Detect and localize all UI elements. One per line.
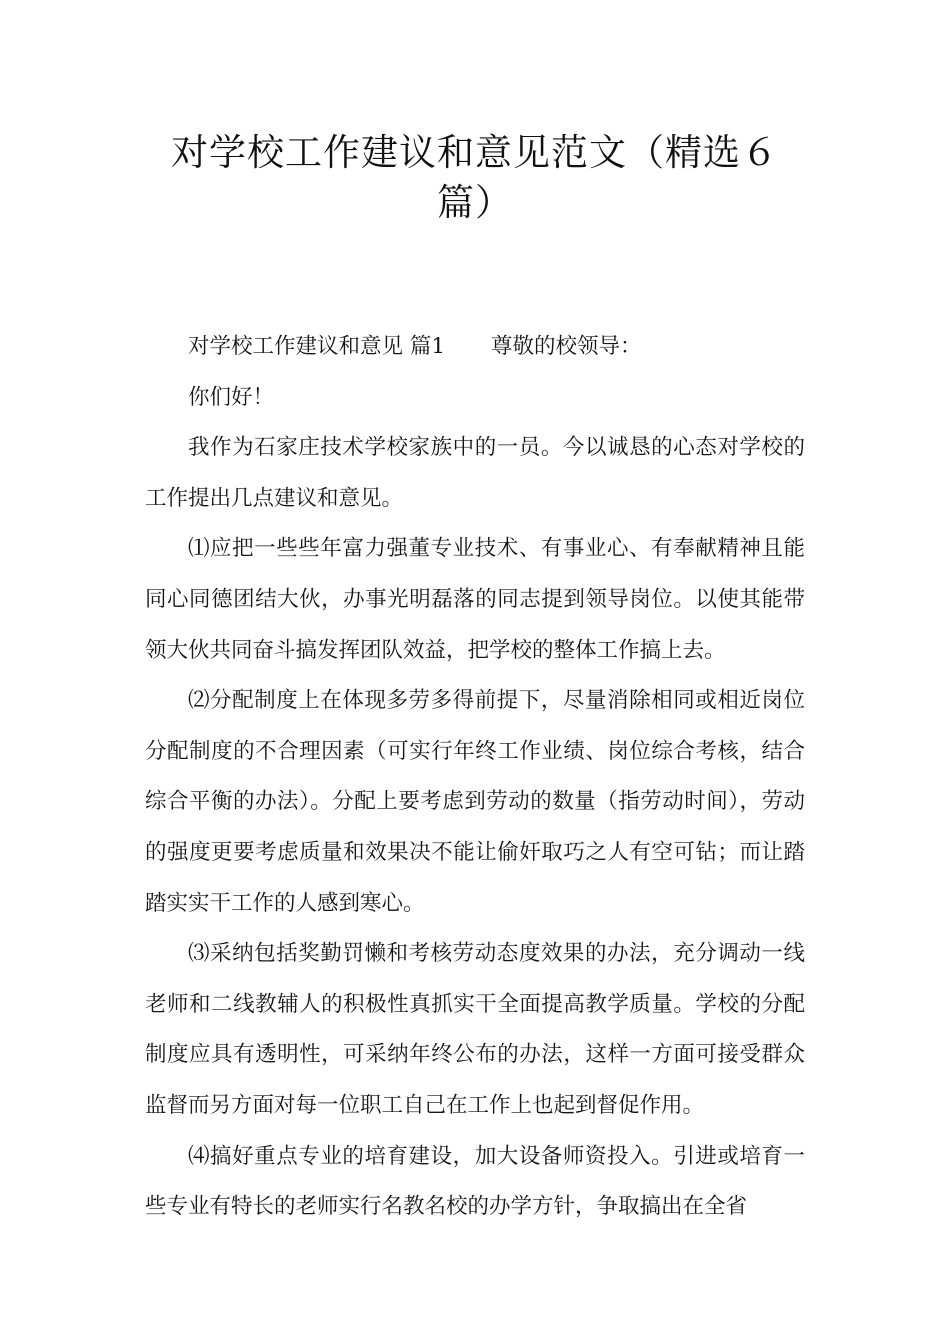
salutation: 尊敬的校领导： — [491, 334, 642, 359]
body-paragraph: 我作为石家庄技术学校家族中的一员。今以诚恳的心态对学校的工作提出几点建议和意见。 — [145, 435, 805, 511]
body-paragraph: ⑴应把一些些年富力强董专业技术、有事业心、有奉献精神且能同心同德团结大伙，办事光明磊落的同志提到领导岗位。以使其能带领大伙共同奋斗搞发挥团队效益，把学校的整体工作搞上去。 — [145, 536, 805, 663]
title-line-2: 篇） — [437, 181, 513, 224]
title-line-1: 对学校工作建议和意见范文（精选６ — [171, 131, 779, 174]
document-body — [145, 322, 805, 1233]
greeting: 你们好！ — [188, 384, 275, 410]
body-paragraph: ⑶采纳包括奖勤罚懒和考核劳动态度效果的办法，充分调动一线老师和二线教辅人的积极性真抓实干全面提高教学质量。学校的分配制度应具有透明性，可采纳年终公布的办法，这样一方面可接受群众监督而另方面对每一位职工自己在工作上也起到督促作用。 — [145, 941, 805, 1118]
section-heading: 对学校工作建议和意见 篇1 — [188, 334, 446, 359]
body-paragraph: ⑷搞好重点专业的培育建设，加大设备师资投入。引进或培育一些专业有特长的老师实行名教名校的办学方针，争取搞出在全省 — [145, 1143, 805, 1220]
document-title — [140, 128, 810, 228]
body-paragraph: ⑵分配制度上在体现多劳多得前提下，尽量消除相同或相近岗位分配制度的不合理因素（可实行年终工作业绩、岗位综合考核，结合综合平衡的办法）。分配上要考虑到劳动的数量（指劳动时间），劳动的强度更要考虑质量和效果决不能让偷奸取巧之人有空可钻；而让踏踏实实干工作的人感到寒心。 — [145, 688, 805, 916]
intro-paragraph — [145, 322, 805, 373]
